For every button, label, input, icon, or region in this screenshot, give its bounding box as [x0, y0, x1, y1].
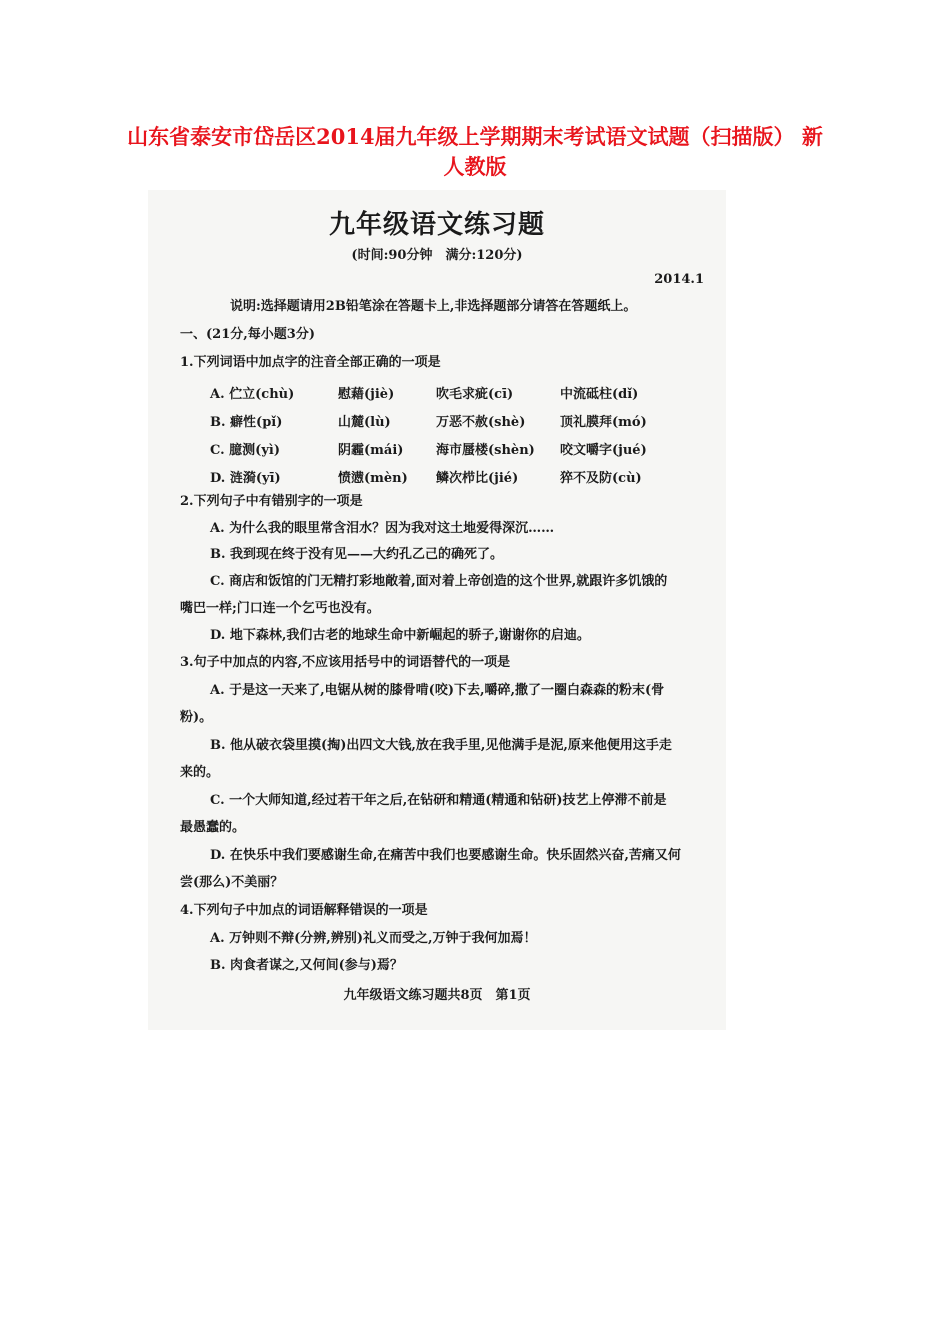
- q1-option: 愤懑(mèn): [338, 471, 408, 486]
- q1-option: 阴霾(mái): [338, 443, 404, 458]
- document-title: 山东省泰安市岱岳区2014届九年级上学期期末考试语文试题（扫描版） 新人教版: [127, 124, 823, 179]
- instructions: 说明:选择题请用2B铅笔涂在答题卡上,非选择题部分请答在答题纸上。: [230, 299, 637, 314]
- q2-option-c-cont: 嘴巴一样;门口连一个乞丐也没有。: [180, 601, 380, 616]
- q1-option: 慰藉(jiè): [338, 387, 395, 402]
- question-2: 2.下列句子中有错别字的一项是: [180, 494, 363, 509]
- scanned-page: [148, 190, 726, 1030]
- q2-option-a: A. 为什么我的眼里常含泪水？因为我对这土地爱得深沉……: [210, 521, 555, 536]
- paper-subtitle: (时间:90分钟 满分:120分): [351, 248, 523, 263]
- q1-option: 海市蜃楼(shèn): [436, 443, 535, 458]
- q1-option: B. 癖性(pǐ): [210, 415, 283, 430]
- paper-date: 2014.1: [654, 272, 704, 287]
- q3-option-d-cont: 尝(那么)不美丽？: [180, 875, 284, 890]
- q3-option-c: C. 一个大师知道,经过若干年之后,在钻研和精通(精通和钻研)技艺上停滞不前是: [210, 793, 667, 808]
- q3-option-a: A. 于是这一天来了,电锯从树的膝骨啃(咬)下去,嚼碎,撒了一圈白森森的粉末(骨: [210, 683, 665, 698]
- q3-option-b: B. 他从破衣袋里摸(掏)出四文大钱,放在我手里,见他满手是泥,原来他便用这手走: [210, 738, 672, 753]
- q1-option: 咬文嚼字(jué): [560, 443, 647, 458]
- q1-option: 山麓(lù): [338, 415, 391, 430]
- q3-option-b-cont: 来的。: [180, 765, 220, 780]
- q4-option-b: B. 肉食者谋之,又何间(参与)焉？: [210, 958, 403, 973]
- q3-option-a-cont: 粉)。: [180, 710, 213, 725]
- q1-option: 万恶不赦(shè): [436, 415, 526, 430]
- q3-option-d: D. 在快乐中我们要感谢生命,在痛苦中我们也要感谢生命。快乐固然兴奋,苦痛又何: [210, 848, 681, 863]
- q1-option: 顶礼膜拜(mó): [560, 415, 647, 430]
- page-footer: 九年级语文练习题共8页 第1页: [343, 988, 531, 1003]
- q2-option-d: D. 地下森林,我们古老的地球生命中新崛起的骄子,谢谢你的启迪。: [210, 628, 590, 643]
- question-3: 3.句子中加点的内容,不应该用括号中的词语替代的一项是: [180, 655, 511, 670]
- q1-option: A. 伫立(chù): [210, 387, 295, 402]
- q3-option-c-cont: 最愚蠢的。: [180, 820, 246, 835]
- section-heading: 一、(21分,每小题3分): [180, 327, 315, 342]
- q1-option: C. 臆测(yì): [210, 443, 280, 458]
- q1-option: 中流砥柱(dǐ): [560, 387, 639, 402]
- question-1: 1.下列词语中加点字的注音全部正确的一项是: [180, 355, 441, 370]
- q2-option-b: B. 我到现在终于没有见——大约孔乙己的确死了。: [210, 547, 504, 562]
- paper-title: 九年级语文练习题: [328, 210, 545, 240]
- q2-option-c: C. 商店和饭馆的门无精打彩地敞着,面对着上帝创造的这个世界,就跟许多饥饿的: [210, 574, 668, 589]
- q1-option: 吹毛求疵(cī): [436, 387, 514, 402]
- q1-option: 鳞次栉比(jié): [436, 471, 519, 486]
- question-4: 4.下列句子中加点的词语解释错误的一项是: [180, 903, 428, 918]
- q1-option: 猝不及防(cù): [560, 471, 642, 486]
- q1-option: D. 涟漪(yī): [210, 471, 281, 486]
- q4-option-a: A. 万钟则不辩(分辨,辨别)礼义而受之,万钟于我何加焉！: [210, 931, 537, 946]
